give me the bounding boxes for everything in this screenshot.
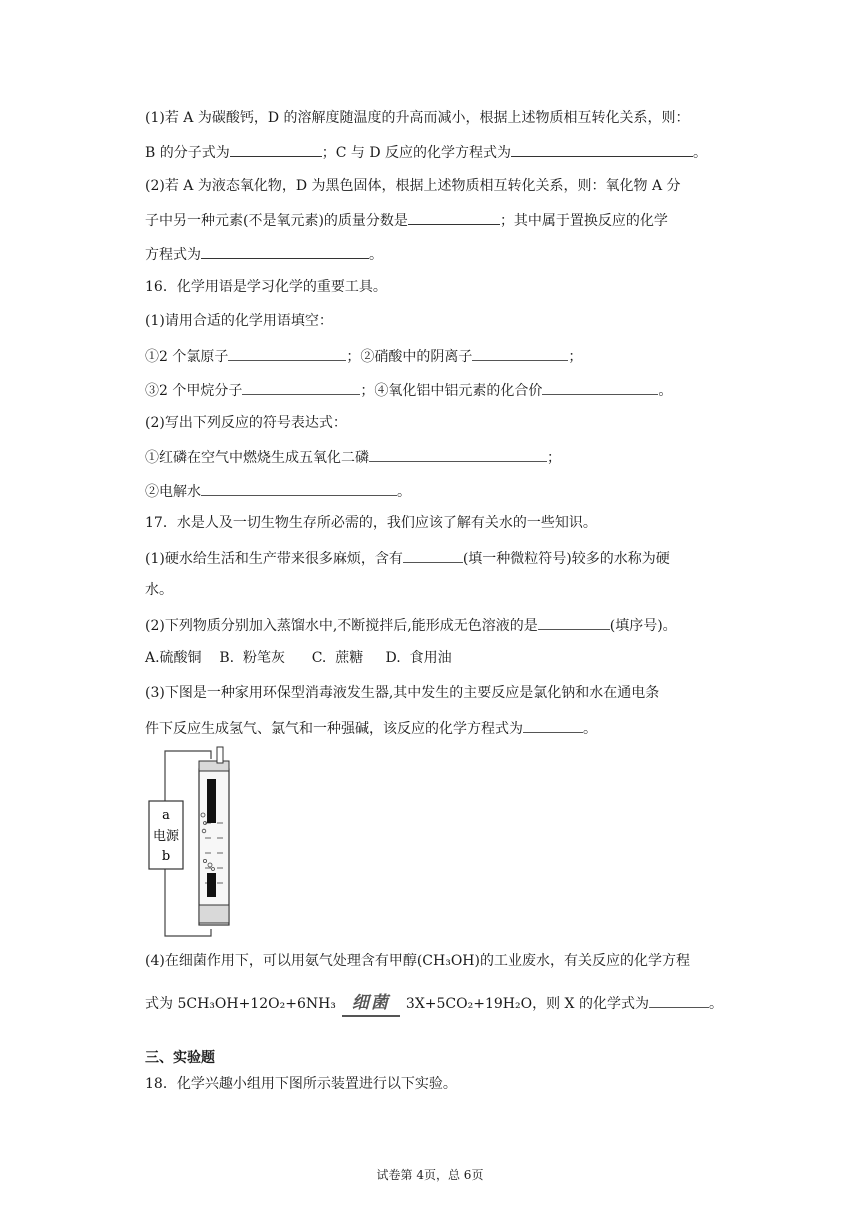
reaction-condition-arrow xyxy=(342,993,400,1014)
q16-row1: ①2 个氯原子 ；②硝酸中的阴离子 ； xyxy=(145,345,582,367)
answer-blank[interactable] xyxy=(649,992,709,1008)
q17-options: A.硫酸铜 B. 粉笔灰 C. 蔗糖 D. 食用油 xyxy=(145,650,452,666)
q15-label-b: B 的分子式为 xyxy=(145,145,230,161)
q15-part2-line2: 子中另一种元素(不是氧元素)的质量分数是 ；其中属于置换反应的化学 xyxy=(145,209,668,231)
upper-electrode xyxy=(207,779,216,823)
q15-part2-line1: (2)若 A 为液态氧化物，D 为黑色固体，根据上述物质相互转化关系，则：氧化物 A 分 xyxy=(145,178,681,194)
terminal-b-label: b xyxy=(161,849,171,864)
container-base xyxy=(199,905,229,923)
equation-arrow xyxy=(342,1015,400,1017)
answer-blank[interactable] xyxy=(228,345,346,361)
q15-part2-line3: 方程式为 。 xyxy=(145,243,383,265)
vent-tube xyxy=(217,747,223,763)
q17-part3-line1: (3)下图是一种家用环保型消毒液发生器,其中发生的主要反应是氯化钠和水在通电条 xyxy=(145,685,660,701)
q15-label-cd: ；C 与 D 反应的化学方程式为 xyxy=(321,145,512,161)
power-label: 电源 xyxy=(152,829,180,844)
answer-blank[interactable] xyxy=(201,480,397,496)
answer-blank[interactable] xyxy=(201,243,369,259)
answer-blank[interactable] xyxy=(242,379,360,395)
q18-title: 18．化学兴趣小组用下图所示装置进行以下实验。 xyxy=(145,1076,457,1092)
q16-row2: ③2 个甲烷分子 ；④氧化铝中铝元素的化合价 。 xyxy=(145,379,672,401)
lower-electrode xyxy=(207,873,216,897)
answer-blank[interactable] xyxy=(523,717,583,733)
q17-part3-line2: 件下反应生成氢气、氯气和一种强碱，该反应的化学方程式为 。 xyxy=(145,717,597,739)
q17-title: 17．水是人及一切生物生存所必需的，我们应该了解有关水的一些知识。 xyxy=(145,515,597,531)
answer-blank[interactable] xyxy=(403,547,463,563)
generator-diagram xyxy=(145,743,237,945)
answer-blank[interactable] xyxy=(369,446,547,462)
q17-part1-line1: (1)硬水给生活和生产带来很多麻烦，含有 (填一种微粒符号)较多的水称为硬 xyxy=(145,547,670,569)
bacteria-condition-label: 细菌 xyxy=(351,993,390,1013)
q15-part1-line1: (1)若 A 为碳酸钙，D 的溶解度随温度的升高而减小，根据上述物质相互转化关系，则： xyxy=(145,110,690,126)
page-footer: 试卷第 4页，总 6页 xyxy=(376,1168,484,1182)
q17-part1-line2: 水。 xyxy=(145,582,173,598)
q15-part1-line2: B 的分子式为 ；C 与 D 反应的化学方程式为 。 xyxy=(145,141,707,163)
q16-sub2: (2)写出下列反应的符号表达式： xyxy=(145,415,347,431)
answer-blank[interactable] xyxy=(511,141,693,157)
answer-blank[interactable] xyxy=(472,345,568,361)
container-cap xyxy=(199,761,229,771)
q17-part4-line1: (4)在细菌作用下，可以用氨气处理含有甲醇(CH₃OH)的工业废水，有关反应的化学方程 xyxy=(145,953,690,969)
section-heading: 三、实验题 xyxy=(145,1050,215,1066)
answer-blank[interactable] xyxy=(230,141,322,157)
disinfectant-generator-figure xyxy=(145,743,237,945)
q16-sub1: (1)请用合适的化学用语填空： xyxy=(145,313,333,329)
q17-part4-equation: 式为 5CH₃OH+12O₂+6NH₃ 细菌 3X+5CO₂+19H₂O，则 X 的化学式为 。 xyxy=(145,992,723,1014)
terminal-a-label: a xyxy=(162,808,170,823)
q16-title: 16．化学用语是学习化学的重要工具。 xyxy=(145,279,387,295)
q17-part2: (2)下列物质分别加入蒸馏水中,不断搅拌后,能形成无色溶液的是 (填序号)。 xyxy=(145,614,677,636)
q16-reaction1: ①红磷在空气中燃烧生成五氧化二磷 ； xyxy=(145,446,561,468)
answer-blank[interactable] xyxy=(542,379,658,395)
answer-blank[interactable] xyxy=(408,209,500,225)
q16-reaction2: ②电解水 。 xyxy=(145,480,411,502)
answer-blank[interactable] xyxy=(538,614,610,630)
